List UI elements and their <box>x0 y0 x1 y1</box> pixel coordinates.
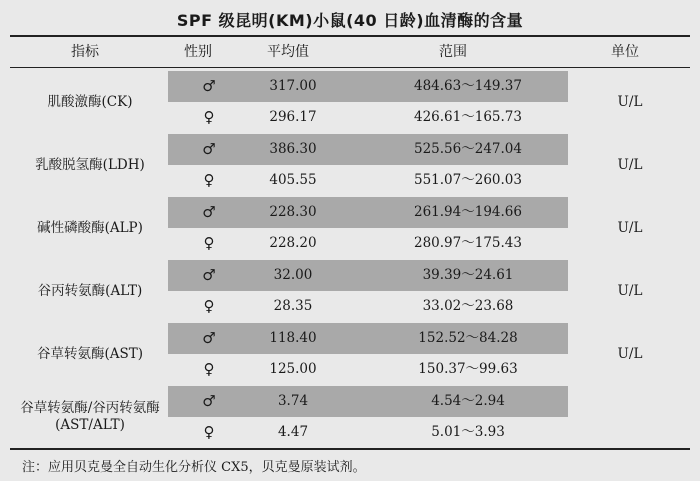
table-row-group <box>10 71 690 133</box>
female-symbol: ♀ <box>203 234 215 252</box>
indicator-name: 碱性磷酸酶(ALP) <box>37 219 143 236</box>
male-symbol: ♂ <box>202 266 216 284</box>
female-symbol: ♀ <box>203 108 215 126</box>
male-range: 152.52～84.28 <box>418 330 518 346</box>
male-range: 484.63～149.37 <box>414 78 522 94</box>
unit-label <box>570 386 690 448</box>
header-sex: 性别 <box>184 44 212 60</box>
indicator-name: 乳酸脱氢酶(LDH) <box>35 156 145 173</box>
male-range: 4.54～2.94 <box>431 393 505 409</box>
unit-label: U/L <box>617 94 643 110</box>
indicator-name <box>10 386 170 448</box>
female-range: 5.01～3.93 <box>431 424 505 440</box>
table-bottom-rule <box>10 448 690 450</box>
female-range: 280.97～175.43 <box>414 235 522 251</box>
male-symbol: ♂ <box>202 329 216 347</box>
unit-label: U/L <box>617 157 643 173</box>
female-symbol: ♀ <box>203 171 215 189</box>
indicator-name: 谷丙转氨酶(ALT) <box>37 282 143 299</box>
table-row-group <box>10 323 690 385</box>
male-range: 525.56～247.04 <box>414 141 522 157</box>
male-symbol: ♂ <box>202 392 216 410</box>
male-symbol: ♂ <box>202 203 216 221</box>
male-range: 39.39～24.61 <box>422 267 514 283</box>
indicator-name: 谷草转氨酶(AST) <box>36 345 144 362</box>
male-range: 261.94～194.66 <box>414 204 522 220</box>
unit-label: U/L <box>617 283 643 299</box>
header-indicator: 指标 <box>71 44 99 60</box>
female-symbol: ♀ <box>203 360 215 378</box>
male-mean: 32.00 <box>273 267 313 283</box>
female-mean: 28.35 <box>273 298 313 314</box>
header-unit: 单位 <box>611 44 639 60</box>
table-row-group <box>10 260 690 322</box>
male-mean: 386.30 <box>269 141 317 157</box>
female-mean: 228.20 <box>269 235 317 251</box>
header-mean: 平均值 <box>267 44 309 60</box>
table-row-group <box>10 197 690 259</box>
table-row-group <box>10 134 690 196</box>
table-top-rule <box>10 35 690 37</box>
female-mean: 125.00 <box>269 361 317 377</box>
header-range: 范围 <box>439 44 467 60</box>
indicator-name-line2: (AST/ALT) <box>55 417 125 433</box>
female-range: 551.07～260.03 <box>414 172 522 188</box>
female-mean: 4.47 <box>277 424 309 440</box>
unit-label: U/L <box>617 346 643 362</box>
male-mean: 118.40 <box>269 330 317 346</box>
table-footnote: 注：应用贝克曼全自动生化分析仪 CX5，贝克曼原装试剂。 <box>22 460 366 475</box>
male-symbol: ♂ <box>202 140 216 158</box>
female-range: 426.61～165.73 <box>414 109 522 125</box>
female-mean: 296.17 <box>269 109 317 125</box>
female-mean: 405.55 <box>269 172 317 188</box>
unit-label: U/L <box>617 220 643 236</box>
page-title: SPF 级昆明(KM)小鼠(40 日龄)血清酶的含量 <box>176 11 524 30</box>
male-mean: 228.30 <box>269 204 317 220</box>
table-header-rule <box>10 67 690 68</box>
female-symbol: ♀ <box>203 297 215 315</box>
male-symbol: ♂ <box>202 77 216 95</box>
indicator-name: 肌酸激酶(CK) <box>47 93 133 110</box>
female-range: 33.02～23.68 <box>422 298 514 314</box>
female-symbol: ♀ <box>203 423 215 441</box>
indicator-name-line1: 谷草转氨酶/谷丙转氨酶 <box>20 400 160 416</box>
male-mean: 3.74 <box>277 393 309 409</box>
table-row-group <box>10 386 690 448</box>
male-mean: 317.00 <box>269 78 317 94</box>
female-range: 150.37～99.63 <box>418 361 518 377</box>
